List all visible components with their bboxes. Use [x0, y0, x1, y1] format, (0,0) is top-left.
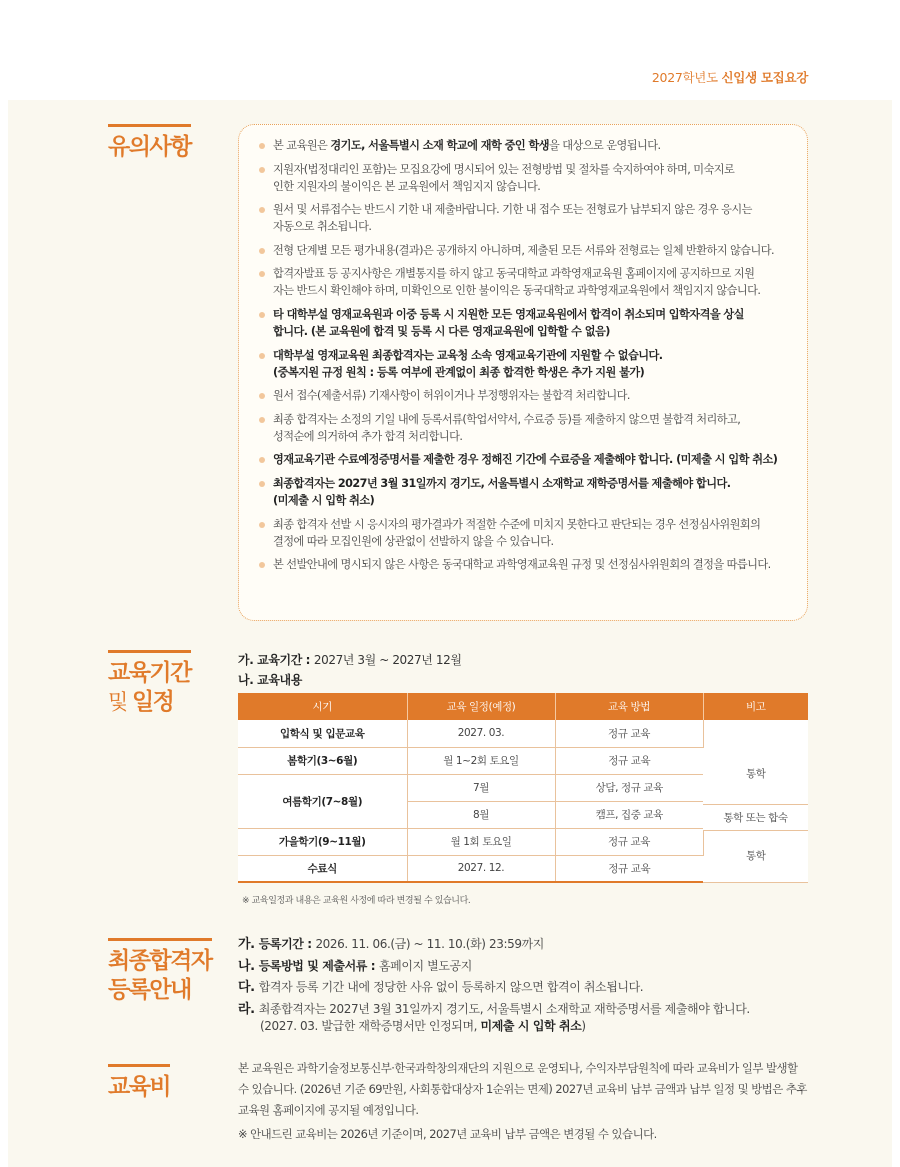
notice-item: 본 교육원은 경기도, 서울특별시 소재 학교에 재학 중인 학생을 대상으로 운영됩니다. — [259, 137, 789, 154]
column-header: 시기 — [238, 693, 407, 720]
table-cell: 입학식 및 입문교육 — [238, 720, 407, 747]
column-header: 교육 일정(예정) — [407, 693, 555, 720]
table-cell: 정규 교육 — [555, 720, 703, 747]
header-title: 신입생 모집요강 — [721, 70, 808, 85]
notice-item-important: 타 대학부설 영재교육원과 이중 등록 시 지원한 모든 영재교육원에서 합격이 취소되며 입학자격을 상실 합니다. (본 교육원에 합격 및 등록 시 다른 영재교육원에 입학할 수 없음) — [259, 306, 789, 340]
table-cell: 수료식 — [238, 855, 407, 882]
table-cell: 정규 교육 — [555, 855, 703, 882]
note-cell-overlay: 통학 또는 합숙 — [703, 804, 808, 831]
section-title-tuition: 교육비 — [108, 1064, 170, 1102]
table-header-row — [238, 693, 808, 720]
table-cell: 8월 — [407, 801, 555, 828]
table-cell: 가을학기(9~11월) — [238, 828, 407, 855]
notice-item-important: 영재교육기관 수료예정증명서를 제출한 경우 정해진 기간에 수료증을 제출해야 합니다. (미제출 시 입학 취소) — [259, 451, 789, 468]
table-row — [238, 720, 808, 747]
table-cell: 월 1회 토요일 — [407, 828, 555, 855]
tuition-note: ※ 안내드린 교육비는 2026년 기준이며, 2027년 교육비 납부 금액은 변경될 수 있습니다. — [238, 1127, 657, 1141]
column-header: 비고 — [703, 693, 808, 720]
table-cell: 정규 교육 — [555, 828, 703, 855]
header-year: 2027학년도 — [651, 70, 722, 85]
notice-item: 합격자발표 등 공지사항은 개별통지를 하지 않고 동국대학교 과학영재교육원 홈페이지에 공지하므로 지원 자는 반드시 확인해야 하며, 미확인으로 인한 불이익은 동국대학교 과학영재교육원에서 책임지지 않습니다. — [259, 265, 789, 299]
table-cell: 봄학기(3~6월) — [238, 747, 407, 774]
document-header — [652, 68, 808, 86]
notice-item: 본 선발안내에 명시되지 않은 사항은 동국대학교 과학영재교육원 규정 및 선정심사위원회의 결정을 따릅니다. — [259, 556, 789, 573]
section-title-notice: 유의사항 — [108, 124, 191, 162]
schedule-table — [238, 693, 808, 883]
tuition-description: 본 교육원은 과학기술정보통신부·한국과학창의재단의 지원으로 운영되나, 수익자부담원칙에 따라 교육비가 일부 발생할 수 있습니다. (2026년 기준 69만원, 사회통합대상자 1순위는 면제) 2027년 교육비 납부 금액과 납부 일정 및 방법은 추후 교육원 홈페이지에 공지될 예정입니다. — [238, 1061, 807, 1117]
registration-method: 나. 등록방법 및 제출서류 : 홈페이지 별도공지 — [238, 959, 472, 974]
section-title-schedule: 교육기간 및 일정 — [108, 650, 191, 717]
table-cell: 상담, 정규 교육 — [555, 774, 703, 801]
table-cell: 2027. 03. — [407, 720, 555, 747]
section-title-registration: 최종합격자 등록안내 — [108, 938, 212, 1005]
table-footnote: ※ 교육일정과 내용은 교육원 사정에 따라 변경될 수 있습니다. — [242, 896, 471, 906]
table-cell: 캠프, 집중 교육 — [555, 801, 703, 828]
notice-item: 최종 합격자 선발 시 응시자의 평가결과가 적절한 수준에 미치지 못한다고 판단되는 경우 선정심사위원회의 결정에 따라 모집인원에 상관없이 선발하지 않을 수 있습니다. — [259, 516, 789, 550]
education-period: 가. 교육기간 : 2027년 3월 ~ 2027년 12월 — [238, 653, 462, 667]
notice-item: 지원자(법정대리인 포함)는 모집요강에 명시되어 있는 전형방법 및 절차를 숙지하여야 하며, 미숙지로 인한 지원자의 불이익은 본 교육원에서 책임지지 않습니다. — [259, 161, 789, 195]
table-cell: 월 1~2회 토요일 — [407, 747, 555, 774]
registration-period: 가. 등록기간 : 2026. 11. 06.(금) ~ 11. 10.(화) 23:59까지 — [238, 937, 544, 952]
table-row — [238, 828, 808, 855]
notice-item: 전형 단계별 모든 평가내용(결과)은 공개하지 아니하며, 제출된 모든 서류와 전형료는 일체 반환하지 않습니다. — [259, 242, 789, 259]
table-cell: 정규 교육 — [555, 747, 703, 774]
table-cell: 여름학기(7~8월) — [238, 774, 407, 828]
table-cell: 2027. 12. — [407, 855, 555, 882]
table-cell: 통학 — [703, 720, 808, 828]
registration-certificate: 라. 최종합격자는 2027년 3월 31일까지 경기도, 서울특별시 소재학교 재학증명서를 제출해야 합니다. — [238, 1002, 750, 1017]
notice-item: 원서 및 서류접수는 반드시 기한 내 제출바랍니다. 기한 내 접수 또는 전형료가 납부되지 않은 경우 응시는 자동으로 취소됩니다. — [259, 201, 789, 235]
table-cell: 통학 — [703, 828, 808, 882]
notice-item: 최종 합격자는 소정의 기일 내에 등록서류(학업서약서, 수료증 등)를 제출하지 않으면 불합격 처리하고, 성적순에 의거하여 추가 합격 처리합니다. — [259, 411, 789, 445]
table-cell: 7월 — [407, 774, 555, 801]
notice-item-important: 대학부설 영재교육원 최종합격자는 교육청 소속 영재교육기관에 지원할 수 없습니다. (중복지원 규정 원칙 : 등록 여부에 관계없이 최종 합격한 학생은 추가 지원 불가) — [259, 347, 789, 381]
notice-item-important: 최종합격자는 2027년 3월 31일까지 경기도, 서울특별시 소재학교 재학증명서를 제출해야 합니다. (미제출 시 입학 취소) — [259, 475, 789, 509]
registration-cancel-notice: 다. 합격자 등록 기간 내에 정당한 사유 없이 등록하지 않으면 합격이 취소됩니다. — [238, 980, 644, 995]
notice-item: 원서 접수(제출서류) 기재사항이 허위이거나 부정행위자는 불합격 처리합니다. — [259, 387, 789, 404]
registration-certificate-sub: (2027. 03. 발급한 재학증명서만 인정되며, 미제출 시 입학 취소) — [260, 1019, 586, 1033]
notice-box — [238, 124, 808, 621]
column-header: 교육 방법 — [555, 693, 703, 720]
education-content-label: 나. 교육내용 — [238, 673, 302, 687]
